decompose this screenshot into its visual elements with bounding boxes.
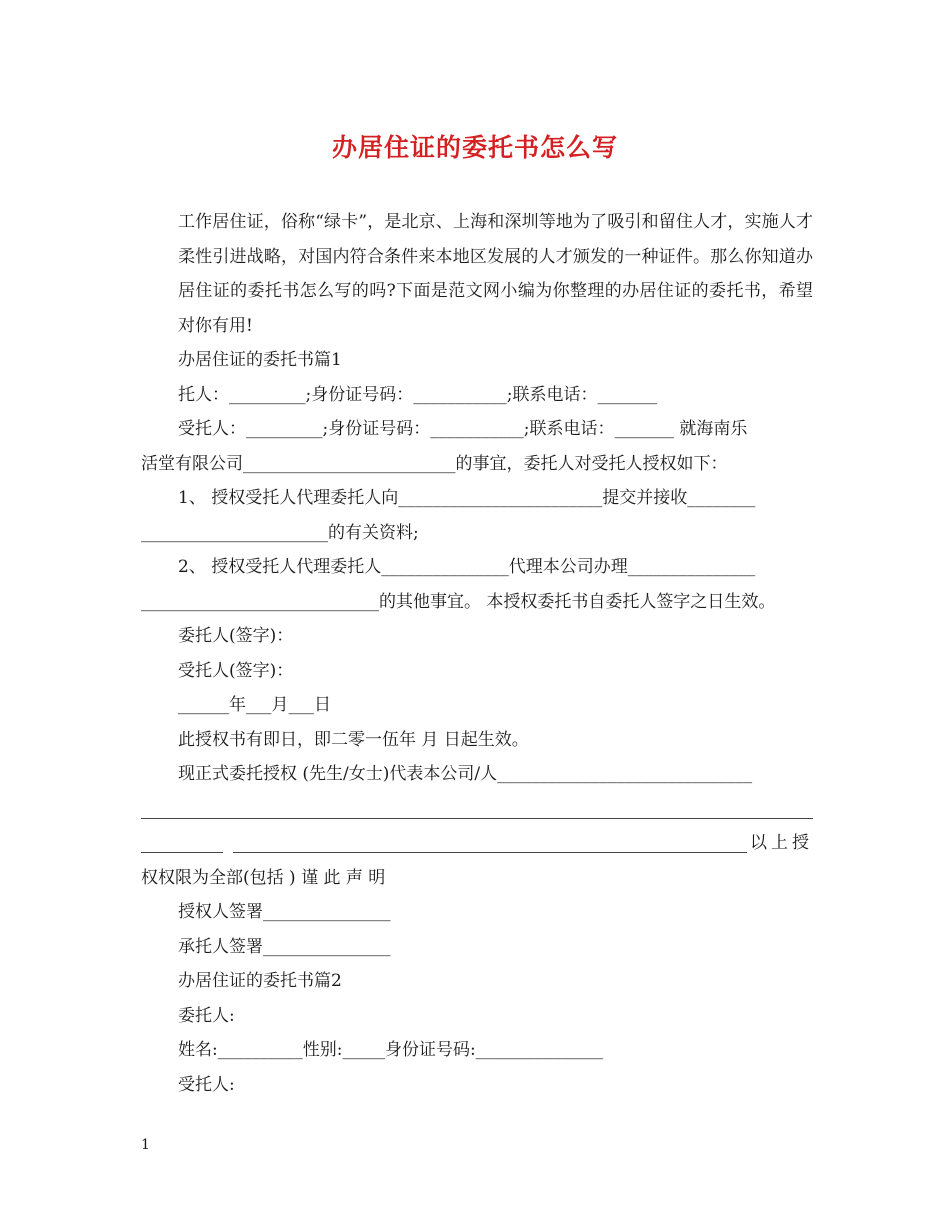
line-truster-label: 委托人:	[178, 1005, 235, 1026]
section-heading-2: 办居住证的委托书篇2	[178, 971, 342, 991]
page-number: 1	[141, 1137, 150, 1153]
line-trustee-info: 受托人：_________;身份证号码：___________;联系电话：_______ 就海南乐	[178, 419, 748, 439]
line-authorizer-sign: 授权人签署_______________	[178, 902, 391, 922]
line-name-gender-id: 姓名:__________性别:_____身份证号码:_______________	[178, 1040, 604, 1060]
line-acceptor-sign: 承托人签署_______________	[178, 936, 391, 957]
underline-short	[141, 852, 223, 853]
blank-line-tail	[141, 826, 813, 861]
line-authorize: 现正式委托授权 (先生/女士)代表本公司/人______________________________	[178, 764, 753, 784]
line-item-1: 1、 授权受托人代理委托人向________________________提交并接收________	[178, 488, 756, 508]
underline-long	[233, 852, 747, 853]
underline-full	[141, 818, 813, 819]
line-date: ______年___月___日	[178, 695, 331, 715]
document-title: 办居住证的委托书怎么写	[331, 133, 618, 162]
line-trustee-label: 受托人:	[178, 1074, 235, 1095]
line-tail-text: 以上授	[750, 833, 813, 853]
line-company-matter: 活堂有限公司_________________________的事宜，委托人对受托人授权如下：	[141, 453, 728, 474]
document-body	[141, 205, 813, 1102]
line-item-2: 2、 授权受托人代理委托人_______________代理本公司办理_______________	[178, 557, 756, 577]
line-item-1-cont: ______________________的有关资料;	[141, 522, 419, 543]
intro-paragraph: 工作居住证，俗称“绿卡”，是北京、上海和深圳等地为了吸引和留住人才，实施人才柔性引进战略，对国内符合条件来本地区发展的人才颁发的一种证件。那么你知道办居住证的委托书怎么写的吗?下面是范文网小编为你整理的办居住证的委托书，希望对你有用!	[178, 212, 813, 336]
line-trustee-sign: 受托人(签字)：	[178, 660, 294, 681]
blank-line-full	[141, 792, 813, 827]
line-effective: 此授权书有即日，即二零一伍年 月 日起生效。	[178, 729, 529, 750]
line-item-2-cont: ____________________________的其他事宜。 本授权委托书自委托人签字之日生效。	[141, 591, 776, 612]
line-scope: 权权限为全部(包括 ) 谨 此 声 明	[141, 867, 386, 888]
line-truster-info: 托人：_________;身份证号码：___________;联系电话：_______	[178, 384, 657, 405]
section-heading-1: 办居住证的委托书篇1	[178, 350, 342, 370]
line-truster-sign: 委托人(签字)：	[178, 626, 294, 646]
